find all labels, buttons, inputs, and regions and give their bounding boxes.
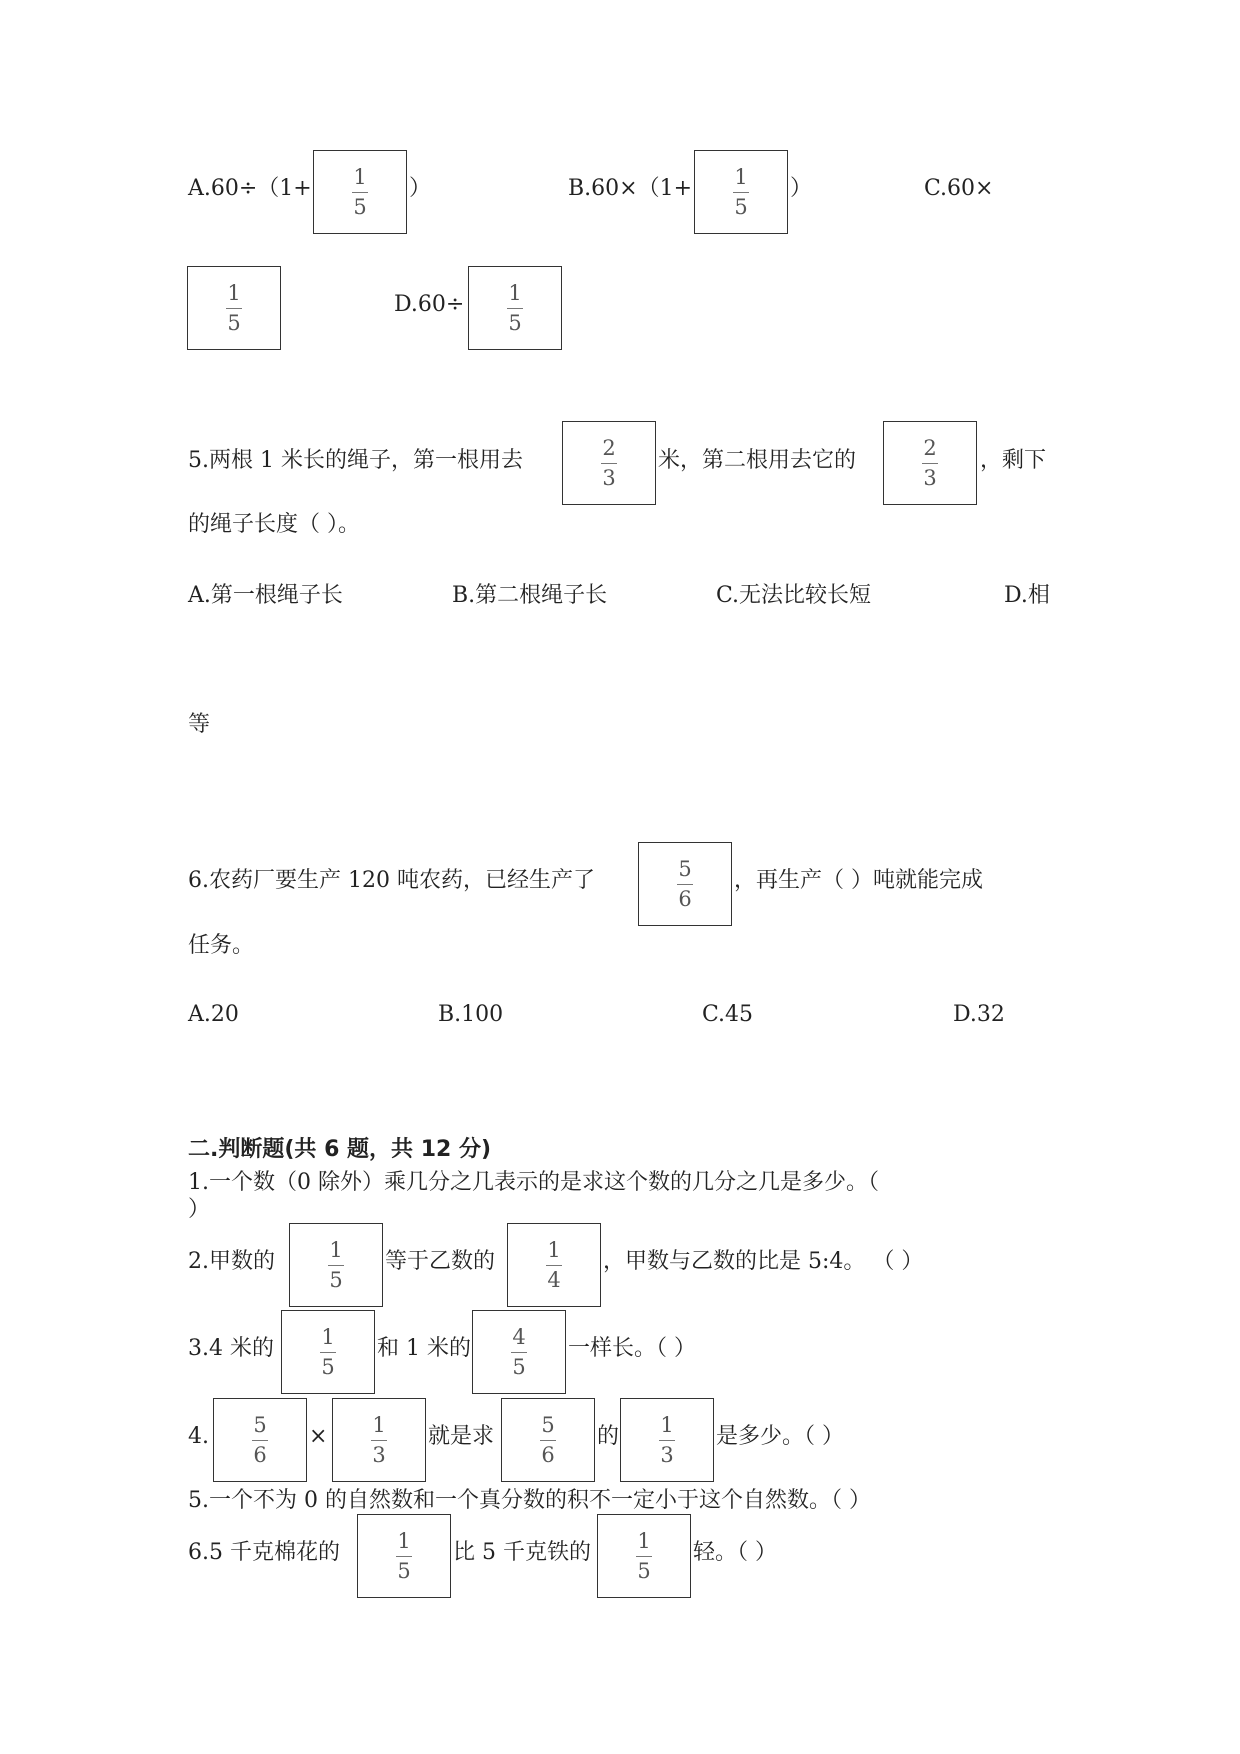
fraction-box <box>472 1310 566 1394</box>
section-heading: 二.判断题(共 6 题，共 12 分) <box>188 1137 492 1162</box>
judge-4-part3: 就是求 <box>428 1424 495 1449</box>
fraction-box <box>213 1398 307 1482</box>
fraction-numerator: 1 <box>660 1413 674 1437</box>
fraction-box <box>281 1310 375 1394</box>
fraction-numerator: 1 <box>372 1413 386 1437</box>
fraction-denominator: 3 <box>660 1443 674 1467</box>
q6-option-d: D.32 <box>953 1002 1005 1027</box>
fraction-box <box>357 1514 451 1598</box>
fraction-numerator: 1 <box>227 281 241 305</box>
fraction-box <box>620 1398 714 1482</box>
q6-text-line2: 任务。 <box>188 933 255 958</box>
judge-3-part1: 3.4 米的 <box>188 1336 274 1361</box>
judge-6-part1: 6.5 千克棉花的 <box>188 1540 340 1565</box>
fraction-denominator: 5 <box>227 311 241 335</box>
fraction-numerator: 4 <box>512 1325 526 1349</box>
fraction-box <box>597 1514 691 1598</box>
q5-option-d: D.相 <box>1004 583 1050 608</box>
q6-option-c: C.45 <box>702 1002 754 1027</box>
fraction-box <box>501 1398 595 1482</box>
fraction-denominator: 5 <box>512 1355 526 1379</box>
judge-4-part5: 是多少。（ ） <box>716 1424 844 1449</box>
fraction-numerator: 1 <box>508 281 522 305</box>
judge-3-part3: 一样长。（ ） <box>568 1336 696 1361</box>
fraction-denominator: 3 <box>372 1443 386 1467</box>
fraction-numerator: 2 <box>923 436 937 460</box>
fraction-denominator: 5 <box>321 1355 335 1379</box>
fraction-denominator: 3 <box>602 466 616 490</box>
fraction-denominator: 3 <box>923 466 937 490</box>
judge-2-part3: ，甲数与乙数的比是 5:4。 （ ） <box>603 1249 924 1274</box>
fraction-numerator: 1 <box>637 1529 651 1553</box>
judge-4-part4: 的 <box>597 1424 620 1449</box>
fraction-denominator: 5 <box>508 311 522 335</box>
q4-option-c-prefix: C.60× <box>924 176 994 201</box>
fraction-box <box>313 150 407 234</box>
fraction-numerator: 5 <box>678 857 692 881</box>
fraction-numerator: 1 <box>353 165 367 189</box>
fraction-box <box>332 1398 426 1482</box>
judge-2-part2: 等于乙数的 <box>385 1249 496 1274</box>
fraction-denominator: 5 <box>397 1559 411 1583</box>
q5-option-a: A.第一根绳子长 <box>188 583 343 608</box>
q5-option-c: C.无法比较长短 <box>716 583 872 608</box>
fraction-numerator: 2 <box>602 436 616 460</box>
fraction-numerator: 1 <box>734 165 748 189</box>
fraction-numerator: 1 <box>329 1238 343 1262</box>
q4-option-b-suffix: ） <box>790 176 813 201</box>
q6-text-part1: 6.农药厂要生产 120 吨农药，已经生产了 <box>188 868 595 893</box>
judge-6-part2: 比 5 千克铁的 <box>453 1540 591 1565</box>
q5-text-part1: 5.两根 1 米长的绳子，第一根用去 <box>188 448 523 473</box>
q4-option-d-prefix: D.60÷ <box>394 292 465 317</box>
q4-option-b-prefix: B.60×（1+ <box>568 176 693 201</box>
fraction-box <box>562 421 656 505</box>
fraction-denominator: 5 <box>734 195 748 219</box>
judge-4-part1: 4. <box>188 1424 209 1449</box>
fraction-numerator: 5 <box>253 1413 267 1437</box>
fraction-numerator: 1 <box>547 1238 561 1262</box>
fraction-denominator: 6 <box>253 1443 267 1467</box>
q5-text-part2: 米，第二根用去它的 <box>658 448 857 473</box>
fraction-box <box>289 1223 383 1307</box>
fraction-box <box>638 842 732 926</box>
q6-text-part2: ，再生产（ ）吨就能完成 <box>734 868 983 893</box>
q4-option-a-prefix: A.60÷（1+ <box>188 176 312 201</box>
q4-option-a-suffix: ） <box>409 176 432 201</box>
q6-option-b: B.100 <box>438 1002 504 1027</box>
fraction-numerator: 5 <box>541 1413 555 1437</box>
judge-2-part1: 2.甲数的 <box>188 1249 275 1274</box>
q5-text-part3: ，剩下 <box>980 448 1047 473</box>
fraction-box <box>507 1223 601 1307</box>
judge-1-line1: 1.一个数（0 除外）乘几分之几表示的是求这个数的几分之几是多少。（ <box>188 1170 879 1195</box>
judge-4-part2: × <box>309 1424 328 1449</box>
fraction-box <box>883 421 977 505</box>
fraction-denominator: 4 <box>547 1268 561 1292</box>
judge-6-part3: 轻。（ ） <box>693 1540 777 1565</box>
q5-option-b: B.第二根绳子长 <box>452 583 608 608</box>
judge-3-part2: 和 1 米的 <box>377 1336 471 1361</box>
fraction-denominator: 6 <box>541 1443 555 1467</box>
fraction-box <box>694 150 788 234</box>
fraction-denominator: 5 <box>353 195 367 219</box>
q5-option-d-continued: 等 <box>188 712 211 737</box>
fraction-numerator: 1 <box>321 1325 335 1349</box>
fraction-denominator: 5 <box>329 1268 343 1292</box>
fraction-box <box>468 266 562 350</box>
fraction-denominator: 5 <box>637 1559 651 1583</box>
q5-text-line2: 的绳子长度（ ）。 <box>188 512 360 537</box>
fraction-denominator: 6 <box>678 887 692 911</box>
judge-5: 5.一个不为 0 的自然数和一个真分数的积不一定小于这个自然数。（ ） <box>188 1488 871 1513</box>
fraction-box <box>187 266 281 350</box>
q6-option-a: A.20 <box>188 1002 239 1027</box>
judge-1-line2: ） <box>188 1197 211 1222</box>
fraction-numerator: 1 <box>397 1529 411 1553</box>
